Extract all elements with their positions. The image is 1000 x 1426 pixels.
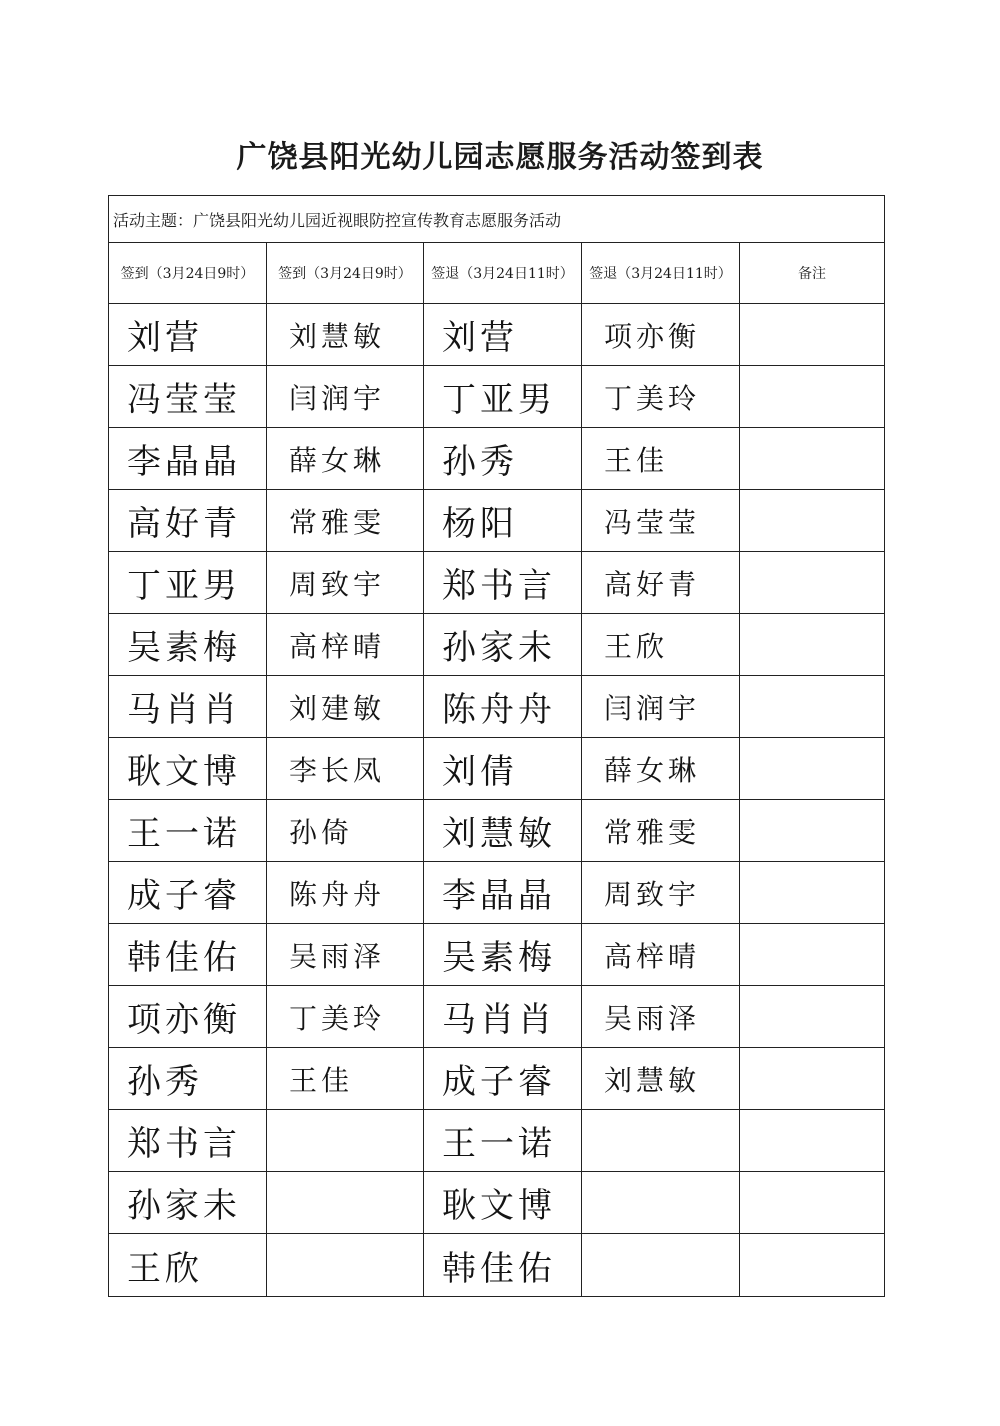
cell-sign-in-1 xyxy=(109,862,267,924)
handwritten-signature: 高好青 xyxy=(604,567,701,601)
cell-sign-out-2 xyxy=(582,738,740,800)
handwritten-signature: 常雅雯 xyxy=(289,505,386,539)
cell-sign-out-2 xyxy=(582,862,740,924)
cell-sign-in-1 xyxy=(109,986,267,1048)
cell-sign-in-1 xyxy=(109,1234,267,1297)
table-row xyxy=(109,1172,885,1234)
handwritten-signature: 韩佳佑 xyxy=(127,938,241,978)
cell-sign-out-1 xyxy=(424,366,582,428)
cell-sign-in-1 xyxy=(109,614,267,676)
header-sign-out-2: 签退（3月24日11时） xyxy=(582,243,740,304)
handwritten-signature: 刘营 xyxy=(127,318,203,358)
cell-sign-in-2 xyxy=(267,1172,424,1234)
cell-remarks xyxy=(740,366,885,428)
cell-remarks xyxy=(740,428,885,490)
table-row xyxy=(109,1234,885,1297)
handwritten-signature: 吴素梅 xyxy=(442,938,556,978)
handwritten-signature: 成子睿 xyxy=(442,1062,556,1102)
table-row xyxy=(109,862,885,924)
cell-sign-out-1 xyxy=(424,552,582,614)
handwritten-signature: 孙秀 xyxy=(442,442,518,482)
cell-sign-in-2 xyxy=(267,1234,424,1297)
handwritten-signature: 韩佳佑 xyxy=(442,1248,556,1289)
handwritten-signature: 杨阳 xyxy=(442,504,518,544)
cell-sign-out-1 xyxy=(424,1110,582,1172)
header-sign-in-1: 签到（3月24日9时） xyxy=(109,243,267,304)
cell-sign-out-2 xyxy=(582,614,740,676)
cell-sign-out-2 xyxy=(582,986,740,1048)
cell-remarks xyxy=(740,676,885,738)
cell-sign-in-1 xyxy=(109,676,267,738)
header-sign-in-2: 签到（3月24日9时） xyxy=(267,243,424,304)
handwritten-signature: 刘慧敏 xyxy=(289,319,386,353)
cell-remarks xyxy=(740,1048,885,1110)
cell-sign-out-1 xyxy=(424,924,582,986)
cell-sign-in-2 xyxy=(267,800,424,862)
handwritten-signature: 周致宇 xyxy=(289,567,386,601)
cell-remarks xyxy=(740,304,885,366)
handwritten-signature: 薛女琳 xyxy=(289,443,386,477)
cell-remarks xyxy=(740,862,885,924)
cell-remarks xyxy=(740,1234,885,1297)
handwritten-signature: 耿文博 xyxy=(442,1186,556,1226)
cell-sign-out-1 xyxy=(424,304,582,366)
table-row xyxy=(109,552,885,614)
handwritten-signature: 马肖肖 xyxy=(127,690,241,730)
handwritten-signature: 冯莹莹 xyxy=(127,380,241,420)
cell-remarks xyxy=(740,738,885,800)
handwritten-signature: 王欣 xyxy=(127,1248,203,1289)
table-row xyxy=(109,800,885,862)
cell-sign-in-2 xyxy=(267,1048,424,1110)
handwritten-signature: 刘慧敏 xyxy=(442,814,556,854)
cell-sign-in-1 xyxy=(109,924,267,986)
cell-sign-out-2 xyxy=(582,1172,740,1234)
handwritten-signature: 刘建敏 xyxy=(289,691,386,725)
cell-remarks xyxy=(740,1110,885,1172)
cell-sign-in-1 xyxy=(109,366,267,428)
handwritten-signature: 王欣 xyxy=(604,629,669,663)
cell-sign-out-2 xyxy=(582,490,740,552)
cell-remarks xyxy=(740,552,885,614)
handwritten-signature: 马肖肖 xyxy=(442,1000,556,1040)
cell-sign-in-1 xyxy=(109,304,267,366)
cell-sign-in-1 xyxy=(109,552,267,614)
handwritten-signature: 薛女琳 xyxy=(604,753,701,787)
cell-sign-out-1 xyxy=(424,428,582,490)
header-remarks: 备注 xyxy=(740,243,885,304)
handwritten-signature: 王佳 xyxy=(289,1063,354,1097)
cell-sign-in-1 xyxy=(109,1172,267,1234)
page-title: 广饶县阳光幼儿园志愿服务活动签到表 xyxy=(236,140,764,175)
cell-sign-in-2 xyxy=(267,428,424,490)
cell-sign-out-1 xyxy=(424,738,582,800)
handwritten-signature: 刘倩 xyxy=(442,752,518,792)
handwritten-signature: 高好青 xyxy=(127,504,241,544)
cell-sign-in-2 xyxy=(267,1110,424,1172)
handwritten-signature: 李长凤 xyxy=(289,753,386,787)
handwritten-signature: 李晶晶 xyxy=(442,876,556,916)
table-row xyxy=(109,738,885,800)
cell-sign-in-2 xyxy=(267,304,424,366)
cell-sign-out-1 xyxy=(424,614,582,676)
cell-sign-out-2 xyxy=(582,428,740,490)
handwritten-signature: 高梓晴 xyxy=(289,629,386,663)
cell-sign-out-2 xyxy=(582,366,740,428)
cell-sign-in-2 xyxy=(267,738,424,800)
handwritten-signature: 丁亚男 xyxy=(442,380,556,420)
cell-sign-in-1 xyxy=(109,738,267,800)
handwritten-signature: 郑书言 xyxy=(127,1124,241,1164)
cell-sign-out-1 xyxy=(424,1172,582,1234)
handwritten-signature: 常雅雯 xyxy=(604,815,701,849)
cell-sign-out-1 xyxy=(424,1048,582,1110)
cell-remarks xyxy=(740,490,885,552)
handwritten-signature: 吴雨泽 xyxy=(289,939,386,973)
table-row xyxy=(109,924,885,986)
handwritten-signature: 丁美玲 xyxy=(289,1001,386,1035)
table-row xyxy=(109,1048,885,1110)
cell-sign-in-1 xyxy=(109,800,267,862)
cell-sign-in-1 xyxy=(109,428,267,490)
handwritten-signature: 项亦衡 xyxy=(604,319,701,353)
cell-sign-in-2 xyxy=(267,490,424,552)
table-row xyxy=(109,490,885,552)
handwritten-signature: 刘慧敏 xyxy=(604,1063,701,1097)
handwritten-signature: 孙家未 xyxy=(442,628,556,668)
cell-sign-out-2 xyxy=(582,1048,740,1110)
cell-sign-out-2 xyxy=(582,924,740,986)
handwritten-signature: 闫润宇 xyxy=(604,691,701,725)
handwritten-signature: 王一诺 xyxy=(127,814,241,854)
handwritten-signature: 丁亚男 xyxy=(127,566,241,606)
handwritten-signature: 孙倚 xyxy=(289,815,354,849)
header-row xyxy=(109,243,885,304)
cell-sign-in-1 xyxy=(109,1048,267,1110)
cell-remarks xyxy=(740,986,885,1048)
cell-sign-out-1 xyxy=(424,1234,582,1297)
cell-sign-out-1 xyxy=(424,986,582,1048)
cell-sign-out-2 xyxy=(582,1110,740,1172)
cell-sign-out-2 xyxy=(582,1234,740,1297)
table-row xyxy=(109,676,885,738)
cell-sign-in-2 xyxy=(267,552,424,614)
table-row xyxy=(109,986,885,1048)
handwritten-signature: 陈舟舟 xyxy=(442,690,556,730)
cell-remarks xyxy=(740,1172,885,1234)
table-row xyxy=(109,1110,885,1172)
handwritten-signature: 丁美玲 xyxy=(604,381,701,415)
table-row xyxy=(109,304,885,366)
cell-remarks xyxy=(740,924,885,986)
handwritten-signature: 刘营 xyxy=(442,318,518,358)
handwritten-signature: 吴雨泽 xyxy=(604,1001,701,1035)
handwritten-signature: 孙家未 xyxy=(127,1186,241,1226)
table-row xyxy=(109,428,885,490)
cell-sign-out-2 xyxy=(582,304,740,366)
handwritten-signature: 李晶晶 xyxy=(127,442,241,482)
cell-sign-out-1 xyxy=(424,676,582,738)
cell-sign-out-1 xyxy=(424,800,582,862)
cell-sign-in-2 xyxy=(267,366,424,428)
cell-sign-in-2 xyxy=(267,676,424,738)
cell-remarks xyxy=(740,614,885,676)
cell-sign-in-2 xyxy=(267,924,424,986)
cell-sign-in-1 xyxy=(109,490,267,552)
cell-sign-out-2 xyxy=(582,800,740,862)
handwritten-signature: 周致宇 xyxy=(604,877,701,911)
handwritten-signature: 王佳 xyxy=(604,443,669,477)
handwritten-signature: 王一诺 xyxy=(442,1124,556,1164)
cell-sign-out-2 xyxy=(582,552,740,614)
handwritten-signature: 郑书言 xyxy=(442,566,556,606)
cell-sign-in-1 xyxy=(109,1110,267,1172)
handwritten-signature: 项亦衡 xyxy=(127,1000,241,1040)
handwritten-signature: 闫润宇 xyxy=(289,381,386,415)
cell-sign-out-1 xyxy=(424,862,582,924)
cell-sign-in-2 xyxy=(267,614,424,676)
handwritten-signature: 吴素梅 xyxy=(127,628,241,668)
table-row xyxy=(109,366,885,428)
cell-sign-in-2 xyxy=(267,862,424,924)
handwritten-signature: 孙秀 xyxy=(127,1062,203,1102)
cell-sign-in-2 xyxy=(267,986,424,1048)
sign-in-table xyxy=(108,195,885,1297)
activity-theme: 活动主题：广饶县阳光幼儿园近视眼防控宣传教育志愿服务活动 xyxy=(109,196,885,243)
cell-sign-out-2 xyxy=(582,676,740,738)
cell-sign-out-1 xyxy=(424,490,582,552)
handwritten-signature: 耿文博 xyxy=(127,752,241,792)
header-sign-out-1: 签退（3月24日11时） xyxy=(424,243,582,304)
handwritten-signature: 陈舟舟 xyxy=(289,877,386,911)
table-row xyxy=(109,614,885,676)
handwritten-signature: 高梓晴 xyxy=(604,939,701,973)
handwritten-signature: 冯莹莹 xyxy=(604,505,701,539)
handwritten-signature: 成子睿 xyxy=(127,876,241,916)
cell-remarks xyxy=(740,800,885,862)
